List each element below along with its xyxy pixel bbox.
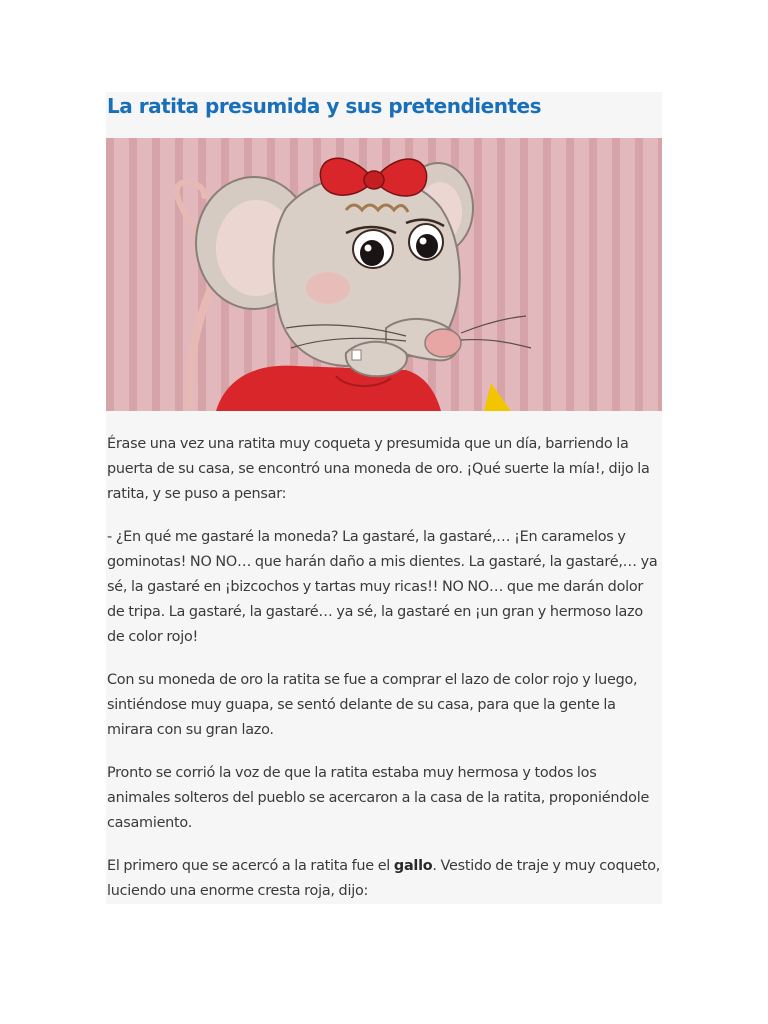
article-card	[106, 92, 662, 904]
story-text: . Vestido de traje y muy coqueto, luciendo una enorme cresta roja, dijo:	[107, 858, 661, 899]
article-title: La ratita presumida y sus pretendientes	[107, 94, 541, 118]
bold-word: gallo	[393, 858, 433, 874]
story-paragraph: Con su moneda de oro la ratita se fue a comprar el lazo de color rojo y luego, sintiéndose muy guapa, se sentó delante de su casa, para que la gente la mirara con su gran lazo.	[107, 672, 638, 738]
story-paragraph: - ¿En qué me gastaré la moneda? La gastaré, la gastaré,… ¡En caramelos y gominotas! NO NO… que harán daño a mis dientes. La gastaré, la gastaré,… ya sé, la gastaré en ¡bizcochos y tartas muy ricas!! NO NO… que me darán dolor de tripa. La gastaré, la gastaré… ya sé, la gastaré en ¡un gran y hermoso lazo de color rojo!	[107, 529, 658, 645]
story-paragraph: Érase una vez una ratita muy coqueta y presumida que un día, barriendo la puerta de su casa, se encontró una moneda de oro. ¡Qué suerte la mía!, dijo la ratita, y se puso a pensar:	[107, 436, 650, 502]
article-illustration	[106, 138, 662, 411]
story-paragraph-last	[107, 854, 662, 904]
story-paragraph: Pronto se corrió la voz de que la ratita estaba muy hermosa y todos los animales solteros del pueblo se acercaron a la casa de la ratita, proponiéndole casamiento.	[107, 765, 650, 831]
story-body	[107, 432, 662, 904]
story-text: El primero que se acercó a la ratita fue el	[107, 858, 394, 874]
mouse-illustration	[106, 138, 662, 411]
nose	[425, 329, 461, 357]
